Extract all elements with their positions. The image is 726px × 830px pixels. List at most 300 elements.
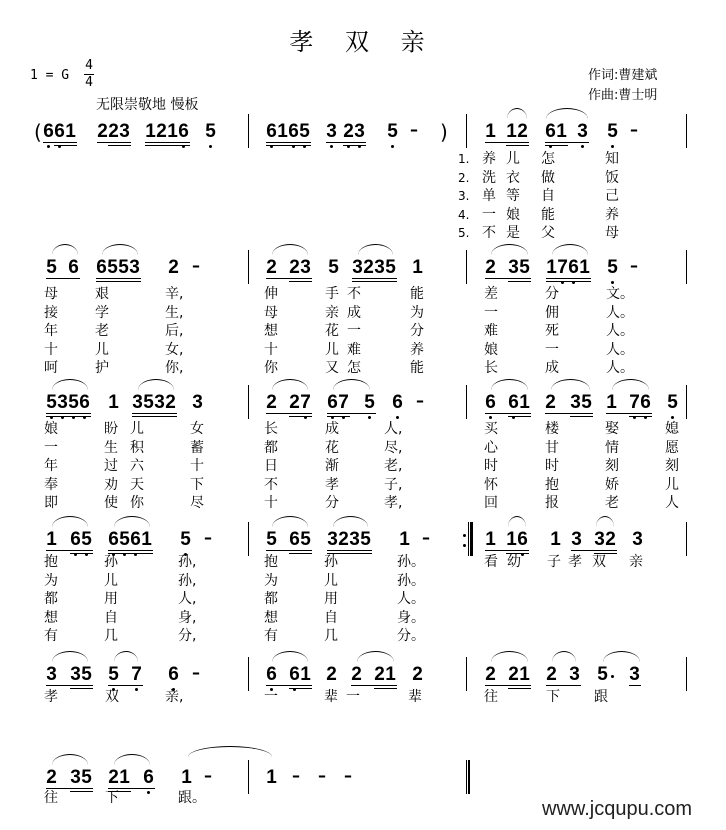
- note: 7: [629, 392, 640, 413]
- lyric-char: 亲: [629, 554, 643, 570]
- note: 1: [385, 664, 396, 685]
- barline: [248, 114, 249, 148]
- lyric-char: 为: [410, 304, 424, 321]
- octave-dot-below: [58, 145, 61, 148]
- octave-dot-below: [671, 416, 674, 419]
- note: 7: [338, 392, 349, 413]
- verse-number: 2.: [458, 170, 470, 185]
- lyric-char: 尽: [190, 495, 204, 511]
- note: 3: [354, 121, 365, 142]
- beam-underline: [145, 142, 190, 143]
- lyric-char: 十: [264, 495, 278, 511]
- note: 5: [360, 529, 371, 550]
- beam-underline: [546, 281, 591, 282]
- lyric-char: 女,: [165, 341, 184, 358]
- beam-underline: [327, 550, 372, 551]
- octave-dot-below: [549, 145, 552, 148]
- lyric-char: 时: [545, 458, 559, 474]
- note: 1: [145, 121, 156, 142]
- lyric-char: 孝: [568, 554, 582, 570]
- octave-dot-below: [85, 553, 88, 556]
- slur: [272, 379, 308, 390]
- beam-underline: [485, 550, 529, 551]
- note: 2: [289, 257, 300, 278]
- octave-dot-below: [50, 416, 53, 419]
- lyric-char: 几: [104, 628, 118, 644]
- note: 5: [266, 529, 277, 550]
- lyric-char: 又: [325, 360, 339, 376]
- octave-dot-below: [123, 553, 126, 556]
- lyric-char: 接: [44, 304, 58, 321]
- lyric-char: 使: [104, 495, 118, 511]
- note: 2: [605, 529, 616, 550]
- lyric-char: 你: [264, 360, 278, 376]
- beam-underline: [70, 791, 93, 792]
- slur: [508, 516, 526, 527]
- lyric-char: 老,: [384, 458, 403, 474]
- lyric-char: 儿: [95, 341, 109, 358]
- parenthesis: (: [34, 120, 42, 144]
- dash-sustain: –: [204, 528, 212, 547]
- barline: [686, 250, 687, 284]
- octave-dot-below: [74, 553, 77, 556]
- octave-dot-below: [561, 281, 564, 284]
- lyric-char: 怎: [541, 151, 555, 167]
- lyric-char: 情: [605, 439, 619, 456]
- slur: [358, 244, 393, 255]
- note: 2: [412, 664, 423, 685]
- note: 5: [607, 121, 618, 142]
- key-signature: 1 = G: [30, 68, 70, 83]
- lyric-char: 娘: [484, 341, 498, 358]
- note: 1: [519, 392, 530, 413]
- lyric-char: 双: [105, 689, 119, 705]
- lyric-char: 花: [325, 323, 339, 339]
- note: 1: [506, 121, 517, 142]
- lyric-char: 都: [264, 591, 278, 607]
- lyric-char: 自: [541, 188, 555, 204]
- slur: [333, 379, 370, 390]
- note: 3: [326, 121, 337, 142]
- note: 5: [519, 257, 530, 278]
- lyric-char: 为: [44, 572, 58, 589]
- note: 3: [70, 664, 81, 685]
- parenthesis: ): [440, 120, 448, 144]
- slur: [102, 244, 138, 255]
- lyric-char: 伸: [264, 286, 278, 302]
- lyric-char: 是: [506, 225, 520, 241]
- slur: [114, 651, 138, 662]
- beam-underline: [606, 413, 652, 414]
- lyric-char: 手: [325, 286, 339, 302]
- beam-underline: [508, 281, 531, 282]
- lyric-char: 成: [325, 421, 339, 437]
- lyric-char: 有: [264, 628, 278, 644]
- lyric-char: 能: [410, 360, 424, 376]
- note: 5: [81, 767, 92, 788]
- lyric-char: 儿: [324, 572, 338, 589]
- lyric-char: 都: [44, 591, 58, 607]
- lyric-char: 下: [105, 790, 119, 806]
- note: 1: [108, 392, 119, 413]
- lyric-char: 子,: [384, 476, 403, 493]
- lyric-char: 老: [605, 495, 619, 511]
- lyric-char: 洗: [482, 169, 496, 186]
- lyric-char: 能: [541, 206, 555, 223]
- octave-dot-below: [331, 416, 334, 419]
- lyric-char: 盼: [104, 421, 118, 437]
- lyric-char: 想: [44, 609, 58, 626]
- note: 1: [300, 664, 311, 685]
- slur: [114, 754, 150, 765]
- octave-dot-below: [512, 416, 515, 419]
- note: 6: [143, 767, 154, 788]
- lyric-char: 一: [545, 341, 559, 358]
- beam-underline: [485, 413, 531, 414]
- note: 2: [326, 664, 337, 685]
- time-sig-top: 4: [85, 58, 93, 73]
- note: 6: [289, 529, 300, 550]
- lyric-char: 人,: [178, 591, 197, 607]
- beam-underline: [351, 685, 397, 686]
- barline: [686, 114, 687, 148]
- note: 5: [46, 257, 57, 278]
- octave-dot-below: [391, 145, 394, 148]
- lyric-char: 想: [264, 323, 278, 339]
- note: 6: [130, 529, 141, 550]
- note: 3: [569, 664, 580, 685]
- note: 3: [349, 529, 360, 550]
- note: 6: [266, 664, 277, 685]
- beam-underline: [46, 788, 93, 789]
- lyric-char: 怀: [484, 476, 498, 493]
- barline: [248, 250, 249, 284]
- beam-underline: [352, 278, 397, 279]
- octave-dot-below: [572, 281, 575, 284]
- note: 2: [165, 392, 176, 413]
- lyric-char: 分: [545, 286, 559, 302]
- lyric-char: 儿: [130, 421, 144, 437]
- note: 5: [180, 529, 191, 550]
- repeat-dot: [463, 534, 466, 537]
- note: 2: [97, 121, 108, 142]
- lyric-char: 抱: [264, 554, 278, 570]
- lyric-char: 衣: [506, 169, 520, 186]
- note: 1: [485, 529, 496, 550]
- lyric-char: 积: [130, 439, 144, 456]
- lyric-char: 十: [44, 341, 58, 358]
- beam-underline: [508, 688, 531, 689]
- slur: [52, 754, 88, 765]
- note: 1: [277, 121, 288, 142]
- lyric-char: 楼: [545, 421, 559, 437]
- lyric-char: 一: [347, 323, 361, 339]
- lyric-char: 都: [264, 439, 278, 456]
- note: 3: [632, 529, 643, 550]
- octave-dot-below: [270, 145, 273, 148]
- note: 6: [68, 257, 79, 278]
- octave-dot-below: [611, 281, 614, 284]
- note: 2: [343, 121, 354, 142]
- lyric-char: 做: [541, 169, 555, 186]
- octave-dot-below: [330, 145, 333, 148]
- note: 5: [143, 392, 154, 413]
- barline: [686, 522, 687, 556]
- lyric-char: 呵: [44, 360, 58, 376]
- lyric-char: 奉: [44, 476, 58, 493]
- note: 5: [364, 392, 375, 413]
- lyric-char: 养: [410, 341, 424, 358]
- lyric-char: 孙: [324, 554, 338, 570]
- lyric-char: 愿: [665, 439, 679, 456]
- note: 2: [517, 121, 528, 142]
- lyric-char: 媳: [665, 421, 679, 437]
- lyric-char: 母: [44, 286, 58, 302]
- augmentation-dot: [611, 675, 614, 678]
- slur: [52, 379, 88, 390]
- note: 6: [178, 121, 189, 142]
- beam-underline: [266, 142, 311, 143]
- lyric-char: 跟: [594, 689, 608, 705]
- octave-dot-below: [47, 145, 50, 148]
- note: 6: [288, 121, 299, 142]
- slur: [138, 379, 174, 390]
- lyric-char: 年: [44, 458, 58, 474]
- lyric-char: 己: [605, 188, 619, 204]
- lyric-char: 一: [44, 439, 58, 456]
- lyric-char: 儿: [506, 151, 520, 167]
- note: 1: [46, 529, 57, 550]
- slur: [114, 516, 150, 527]
- lyric-char: 孝: [44, 689, 58, 705]
- lyric-char: 渐: [325, 458, 339, 474]
- beam-underline: [108, 685, 143, 686]
- lyric-char: 后,: [165, 323, 184, 339]
- slur: [551, 379, 590, 390]
- note: 5: [300, 529, 311, 550]
- octave-dot-below: [292, 145, 295, 148]
- credits: [588, 66, 657, 106]
- lyric-char: 你,: [165, 360, 184, 376]
- slur: [52, 244, 78, 255]
- slur: [272, 244, 308, 255]
- barline: [248, 657, 249, 691]
- dash-sustain: –: [630, 256, 638, 275]
- beam-underline: [43, 142, 77, 143]
- note: 1: [399, 529, 410, 550]
- beam-underline: [97, 142, 131, 143]
- lyric-char: 学: [95, 304, 109, 321]
- dash-sustain: –: [416, 391, 424, 410]
- lyric-char: 成: [347, 304, 361, 321]
- note: 2: [508, 664, 519, 685]
- beam-underline: [374, 688, 397, 689]
- lyric-char: 往: [484, 689, 498, 705]
- lyric-char: 养: [605, 206, 619, 223]
- note: 2: [168, 257, 179, 278]
- lyric-char: 天: [130, 476, 144, 493]
- lyric-char: 艰: [95, 286, 109, 302]
- lyric-char: 娶: [605, 421, 619, 437]
- lyric-char: 子: [547, 554, 561, 570]
- lyric-char: 分,: [178, 628, 197, 644]
- note: 5: [46, 392, 57, 413]
- slur: [272, 516, 308, 527]
- time-signature: [82, 58, 96, 91]
- lyric-char: 孙,: [178, 572, 197, 589]
- lyric-char: 孙: [104, 554, 118, 570]
- barline: [466, 250, 467, 284]
- octave-dot-below: [134, 553, 137, 556]
- lyric-char: 怎: [347, 360, 361, 376]
- lyric-char: 母: [605, 225, 619, 241]
- beam-underline: [46, 278, 80, 279]
- note: 6: [485, 392, 496, 413]
- note: 5: [119, 529, 130, 550]
- beam-underline: [289, 553, 312, 554]
- lyric-char: 即: [44, 495, 58, 511]
- beam-underline: [70, 688, 93, 689]
- lyric-char: 孝,: [384, 495, 403, 511]
- beam-underline: [46, 413, 91, 414]
- note: 1: [519, 664, 530, 685]
- slur: [507, 108, 527, 119]
- lyric-char: 看: [484, 554, 498, 570]
- note: 1: [181, 767, 192, 788]
- barline: [686, 657, 687, 691]
- note: 3: [577, 121, 588, 142]
- note: 6: [70, 529, 81, 550]
- note: 3: [571, 529, 582, 550]
- beam-underline: [327, 413, 376, 414]
- lyric-char: 长: [484, 360, 498, 376]
- note: 2: [546, 664, 557, 685]
- barline: [248, 760, 249, 794]
- beam-underline: [46, 685, 93, 686]
- note: 6: [266, 121, 277, 142]
- note: 6: [508, 392, 519, 413]
- lyric-char: 孝: [325, 476, 339, 493]
- lyric-char: 蓄: [190, 439, 204, 456]
- beam-underline: [326, 142, 366, 143]
- tempo-marking: 无限崇敬地 慢板: [96, 97, 199, 113]
- beam-underline: [266, 685, 312, 686]
- lyric-char: 尽,: [384, 439, 403, 456]
- dash-sustain: –: [204, 766, 212, 785]
- note: 3: [629, 664, 640, 685]
- note: 3: [300, 257, 311, 278]
- thick-barline: [470, 522, 473, 556]
- slur: [596, 516, 614, 527]
- lyric-char: 娘: [44, 421, 58, 437]
- lyric-char: 孙。: [397, 554, 425, 570]
- barline: [248, 522, 249, 556]
- lyric-char: 自: [104, 609, 118, 626]
- note: 5: [607, 257, 618, 278]
- dash-sustain: –: [410, 120, 418, 139]
- lyric-char: 往: [44, 790, 58, 806]
- note: 5: [81, 664, 92, 685]
- note: 6: [168, 664, 179, 685]
- lyric-char: 刻: [605, 458, 619, 474]
- note: 2: [545, 392, 556, 413]
- beam-underline: [266, 413, 312, 414]
- note: 5: [107, 257, 118, 278]
- note: 3: [154, 392, 165, 413]
- beam-underline: [108, 145, 131, 146]
- note: 6: [545, 121, 556, 142]
- slur: [491, 379, 528, 390]
- lyric-char: 报: [545, 495, 559, 511]
- lyric-char: 十: [190, 458, 204, 474]
- lyric-char: 不: [347, 286, 361, 302]
- lyric-char: 几: [324, 628, 338, 644]
- lyric-char: 十: [264, 341, 278, 358]
- octave-dot-below: [61, 416, 64, 419]
- note: 6: [568, 257, 579, 278]
- note: 3: [327, 529, 338, 550]
- note: 3: [129, 257, 140, 278]
- octave-dot-below: [358, 145, 361, 148]
- lyric-char: 生: [104, 439, 118, 456]
- note: 2: [46, 767, 57, 788]
- slur: [333, 516, 368, 527]
- note: 3: [119, 121, 130, 142]
- lyric-char: 父: [541, 225, 555, 241]
- composer: 作曲:曹士明: [588, 88, 658, 103]
- beam-underline: [266, 550, 312, 551]
- lyric-char: 分。: [397, 628, 425, 644]
- note: 5: [581, 392, 592, 413]
- lyric-char: 回: [484, 495, 498, 511]
- lyric-char: 你: [130, 495, 144, 511]
- verse-number: 4.: [458, 207, 470, 222]
- slur: [603, 651, 640, 662]
- beam-underline: [546, 278, 591, 279]
- lyric-char: 难: [484, 323, 498, 339]
- note: 3: [508, 257, 519, 278]
- beam-underline: [506, 145, 529, 146]
- lyric-char: 用: [324, 591, 338, 607]
- note: 3: [57, 392, 68, 413]
- beam-underline: [545, 413, 593, 414]
- note: 5: [597, 664, 608, 685]
- lyric-char: 年: [44, 323, 58, 339]
- octave-dot-below: [347, 145, 350, 148]
- lyric-char: 下: [546, 689, 560, 705]
- note: 2: [351, 664, 362, 685]
- lyric-char: 人。: [606, 323, 634, 339]
- lyric-char: 自: [324, 609, 338, 626]
- lyric-char: 想: [264, 609, 278, 626]
- slur: [188, 746, 272, 757]
- note: 5: [108, 664, 119, 685]
- lyric-char: 抱: [545, 476, 559, 493]
- octave-dot-below: [633, 416, 636, 419]
- note: 5: [387, 121, 398, 142]
- note: 6: [289, 664, 300, 685]
- note: 1: [266, 767, 277, 788]
- note: 5: [118, 257, 129, 278]
- note: 1: [579, 257, 590, 278]
- lyric-char: 身,: [178, 609, 197, 626]
- octave-dot-below: [581, 145, 584, 148]
- lyric-char: 护: [95, 360, 109, 376]
- barline: [466, 657, 467, 691]
- lyric-char: 一: [346, 689, 360, 705]
- lyric-char: 儿: [325, 341, 339, 358]
- lyric-char: 母: [264, 304, 278, 321]
